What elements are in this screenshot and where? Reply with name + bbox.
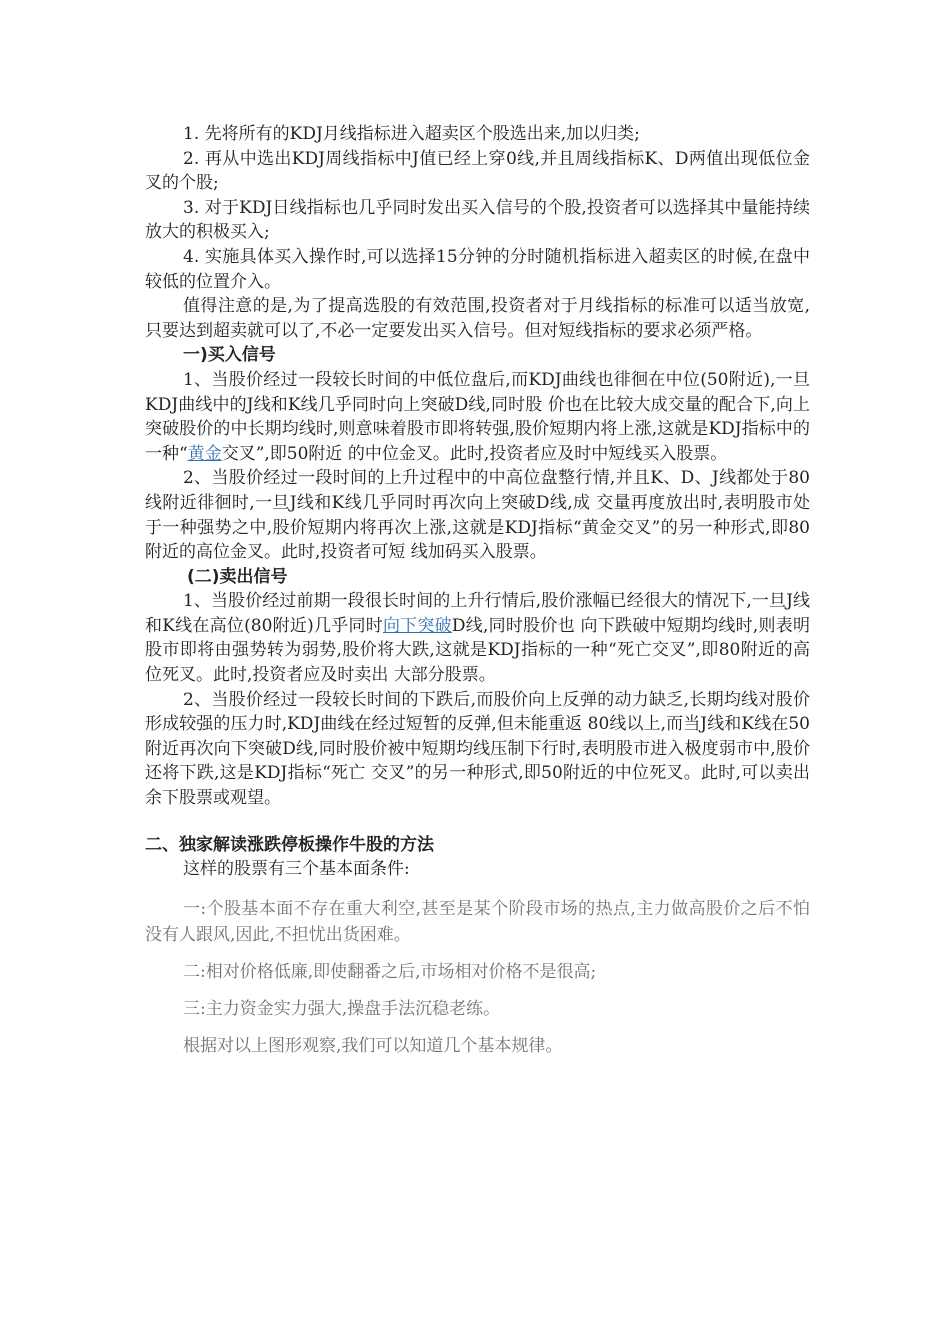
- buy-p1-text-a: 1、当股价经过一段较长时间的中低位盘后,而KDJ曲线也徘徊在中位(50附近),一旦KDJ曲线中的J线和K线几乎同时向上突破D线,同时股 价也在比较大成交量的配合下,向上突破股价的中长期均线时,则意味着股市即将转强,股价短期内将上涨,这就是KDJ指标中的一种“: [145, 369, 810, 464]
- buy-paragraph-2: 2、当股价经过一段时间的上升过程中的中高位盘整行情,并且K、D、J线都处于80线附近徘徊时,一旦J线和K线几乎同时再次向上突破D线,成 交量再度放出时,表明股市处于一种强势之中,股价短期内将再次上涨,这就是KDJ指标“黄金交叉”的另一种形式,即80附近的高位金叉。此时,投资者可短 线加码买入股票。: [145, 468, 810, 563]
- sell-p1-text-a: 1、当股价经过前期一段很长时间的上升行情后,股价涨幅已经很大的情况下,一旦J线和K线在高位(80附近)几乎同时: [145, 591, 810, 636]
- break-down-link[interactable]: 向下突破: [382, 615, 452, 636]
- golden-link[interactable]: 黄金: [187, 443, 222, 464]
- sell-paragraph-1: [145, 589, 810, 687]
- section-2-intro: 这样的股票有三个基本面条件:: [183, 859, 410, 880]
- list-item-1: 1. 先将所有的KDJ月线指标进入超卖区个股选出来,加以归类;: [183, 124, 640, 144]
- sell-p1-text-b: D线,同时股价也 向下跌破中短期均线时,则表明股市即将由强势转为弱势,股价将大跌,这就是KDJ指标的一种“死亡交叉”,即80附近的高位死叉。此时,投资者应及时卖出 大部分股票。: [145, 615, 810, 686]
- buy-p1-text-b: 交叉”,即50附近 的中位金叉。此时,投资者应及时中短线买入股票。: [221, 443, 728, 464]
- sell-signal-heading: (二)卖出信号: [187, 566, 288, 587]
- section-2-heading: 二、独家解读涨跌停板操作牛股的方法: [145, 834, 434, 855]
- condition-2: 二:相对价格低廉,即使翻番之后,市场相对价格不是很高;: [183, 961, 597, 982]
- condition-1: 一:个股基本面不存在重大利空,甚至是某个阶段市场的热点,主力做高股价之后不怕没有人跟风,因此,不担忧出货困难。: [145, 898, 810, 945]
- buy-paragraph-1: [145, 368, 810, 466]
- document-body: [145, 122, 810, 1070]
- sell-paragraph-2: 2、当股价经过一段较长时间的下跌后,而股价向上反弹的动力缺乏,长期均线对股价形成较强的压力时,KDJ曲线在经过短暂的反弹,但未能重返 80线以上,而当J线和K线在50附近再次向下突破D线,同时股价被中短期均线压制下行时,表明股市进入极度弱市中,股价还将下跌,这是KDJ指标“死亡 交叉”的另一种形式,即50附近的中位死叉。此时,可以卖出余下股票或观望。: [145, 689, 810, 809]
- list-item-2: 2. 再从中选出KDJ周线指标中J值已经上穿0线,并且周线指标K、D两值出现低位金叉的个股;: [145, 148, 810, 194]
- buy-signal-heading: 一)买入信号: [183, 345, 276, 366]
- note-paragraph: 值得注意的是,为了提高选股的有效范围,投资者对于月线指标的标准可以适当放宽,只要达到超卖就可以了,不必一定要发出买入信号。但对短线指标的要求必须严格。: [145, 296, 810, 341]
- conclusion: 根据对以上图形观察,我们可以知道几个基本规律。: [183, 1035, 563, 1056]
- condition-3: 三:主力资金实力强大,操盘手法沉稳老练。: [183, 998, 501, 1019]
- list-item-3: 3. 对于KDJ日线指标也几乎同时发出买入信号的个股,投资者可以选择其中量能持续放大的积极买入;: [145, 197, 810, 243]
- list-item-4: 4. 实施具体买入操作时,可以选择15分钟的分时随机指标进入超卖区的时候,在盘中较低的位置介入。: [145, 246, 810, 292]
